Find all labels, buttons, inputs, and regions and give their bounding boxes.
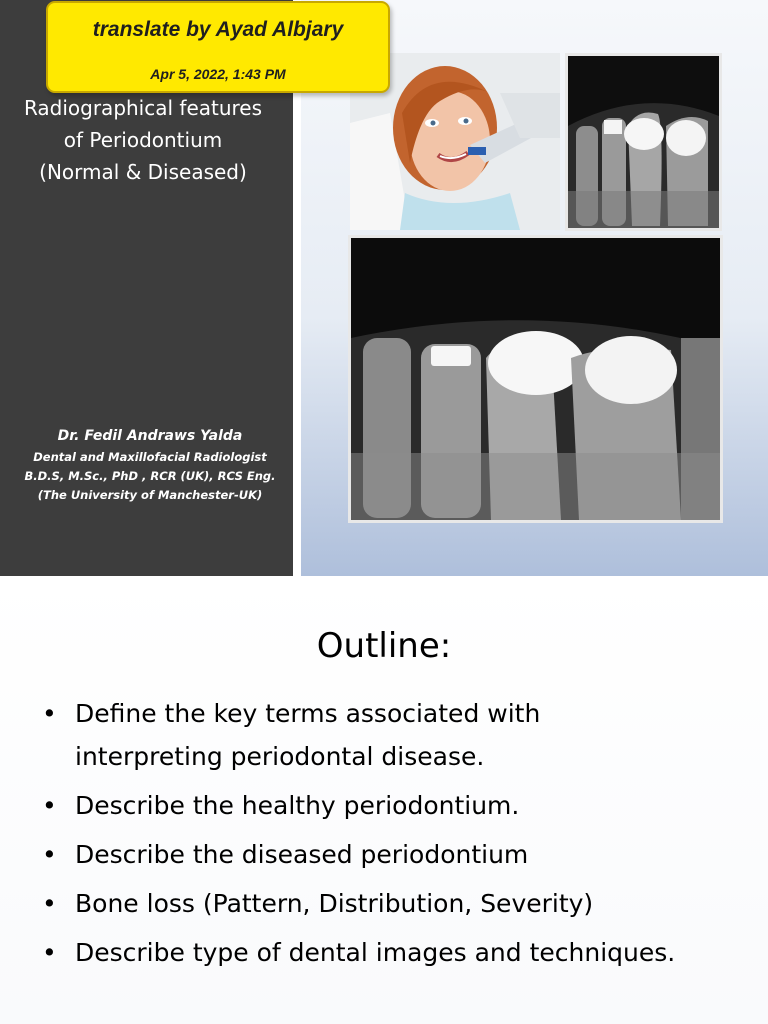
outline-slide xyxy=(0,576,768,1024)
list-item: • Bone loss (Pattern, Distribution, Severity) xyxy=(42,882,682,925)
bitewing-xray-image xyxy=(565,53,722,231)
note-title: translate by Ayad Albjary xyxy=(92,18,344,41)
note-date: Apr 5, 2022, 1:43 PM xyxy=(150,66,286,82)
translator-note[interactable] xyxy=(46,1,390,93)
author-credential: B.D.S, M.Sc., PhD , RCR (UK), RCS Eng. xyxy=(24,469,276,483)
title-line: Radiographical features xyxy=(23,96,263,120)
author-info xyxy=(0,424,300,505)
author-credential: (The University of Manchester-UK) xyxy=(37,488,263,502)
xray-large-graphic xyxy=(351,238,720,520)
list-item: • Define the key terms associated with interpreting periodontal disease. xyxy=(42,692,682,778)
slide-title xyxy=(0,92,286,188)
list-item: • Describe the diseased periodontium xyxy=(42,833,682,876)
periapical-xray-image xyxy=(348,235,723,523)
author-name: Dr. Fedil Andraws Yalda xyxy=(57,428,243,444)
title-line: of Periodontium xyxy=(63,128,223,152)
title-line: (Normal & Diseased) xyxy=(39,160,247,184)
outline-title: Outline: xyxy=(316,626,452,666)
list-item: • Describe type of dental images and techniques. xyxy=(42,931,682,974)
outline-list xyxy=(42,692,682,980)
xray-small-graphic xyxy=(568,56,719,228)
list-item: • Describe the healthy periodontium. xyxy=(42,784,682,827)
author-credential: Dental and Maxillofacial Radiologist xyxy=(33,450,267,464)
